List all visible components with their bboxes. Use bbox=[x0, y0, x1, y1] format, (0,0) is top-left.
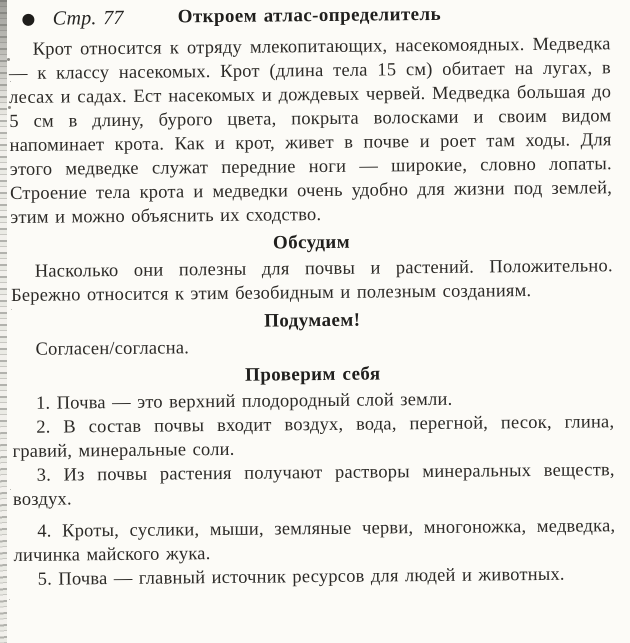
section-title-atlas: Откроем атлас-определитель bbox=[177, 3, 442, 28]
section-title-discuss: Обсудим bbox=[272, 231, 351, 254]
check-answer-4: 4. Кроты, суслики, мыши, земляные черви, многоножка, медведка, личинка майского жука. bbox=[13, 516, 616, 567]
paragraph-discuss-answer: Насколько они полезны для почвы и растений. Положительно. Бережно относится к этим безобидным и полезным созданиям. bbox=[10, 256, 613, 307]
paragraph-think-answer: Согласен/согласна. bbox=[35, 338, 190, 360]
section-title-think: Подумаем! bbox=[264, 309, 361, 332]
section-title-check-yourself: Проверим себя bbox=[244, 363, 381, 386]
check-answer-1: 1. Почва — это верхний плодородный слой земли. bbox=[35, 389, 453, 414]
paragraph-atlas-answer: Крот относится к отряду млекопитающих, насекомоядных. Медведка — к классу насекомых. Крот (длина тела 15 см) обитает на лугах, в лесах и садах. Ест насекомых и дождевых червей. Медведка большая до 5 см в длину, бурого цвета, покрыта волосками и своим видом напоминает крота. Как и крот, живет в почве и роет там ходы. Для этого медведке служат передние ноги — широкие, словно лопаты. Строение тела крота и медведки очень удобно для жизни под землей, этим и можно объяснить их сходство. bbox=[8, 34, 613, 229]
page-number-label: Стр. 77 bbox=[52, 6, 124, 30]
bullet-icon bbox=[22, 14, 34, 26]
check-answer-5: 5. Почва — главный источник ресурсов для людей и животных. bbox=[37, 564, 565, 590]
check-answer-3: 3. Из почвы растения получают растворы минеральных веществ, воздух. bbox=[12, 460, 615, 511]
check-answer-2: 2. В состав почвы входит воздух, вода, перегной, песок, глина, гравий, минеральные соли. bbox=[12, 412, 615, 463]
page-header bbox=[8, 0, 610, 32]
page-reference bbox=[22, 5, 124, 33]
scan-edge-artifact bbox=[0, 0, 7, 643]
page-content bbox=[8, 0, 616, 592]
